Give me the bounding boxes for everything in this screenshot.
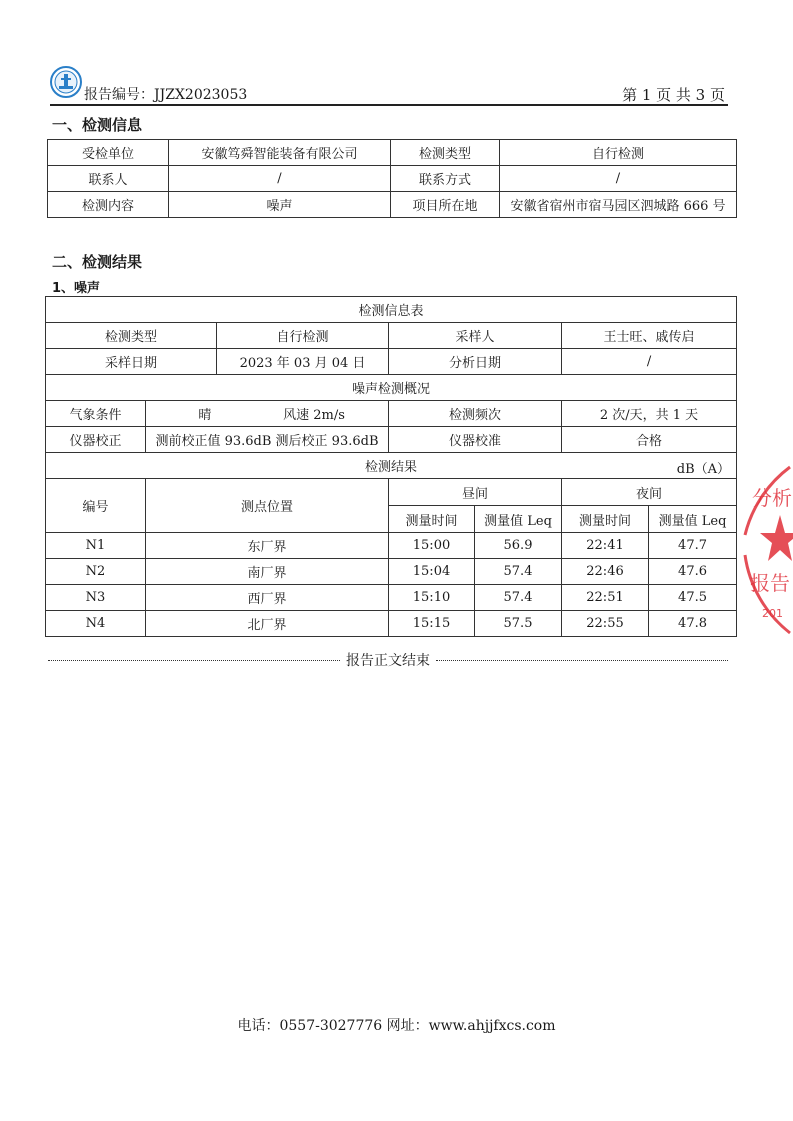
inspection-info-table [47,139,737,218]
table-cell: 检测内容 [48,192,169,218]
table-cell: 15:15 [389,611,475,637]
table-cell: 15:04 [389,559,475,585]
table-cell: 47.6 [649,559,737,585]
table-row [46,427,737,453]
table-cell: 东厂界 [146,533,389,559]
table-cell: 57.4 [475,585,562,611]
column-header: 测量时间 [389,506,475,533]
table-cell: 47.7 [649,533,737,559]
table-cell: 47.5 [649,585,737,611]
table-cell: 22:55 [562,611,649,637]
table-row [46,585,737,611]
table-cell: 联系方式 [391,166,500,192]
table-row [46,611,737,637]
table-cell: 测前校正值 93.6dB 测后校正 93.6dB [146,427,389,453]
table-row [46,401,737,427]
table-cell: 22:51 [562,585,649,611]
table-row [46,559,737,585]
column-header: 测量值 Leq [475,506,562,533]
table-row [48,192,737,218]
table-cell: N2 [46,559,146,585]
table-row [46,297,737,323]
column-header: 编号 [46,479,146,533]
table-cell: 15:10 [389,585,475,611]
table-cell: 采样人 [389,323,562,349]
table-cell: 受检单位 [48,140,169,166]
column-header: 测点位置 [146,479,389,533]
table-cell: 项目所在地 [391,192,500,218]
header-rule [50,104,728,106]
table-cell: 检测类型 [46,323,217,349]
table-cell: 自行检测 [217,323,389,349]
section-title-results: 二、检测结果 [52,253,143,271]
table-title: 检测信息表 [46,297,737,323]
table-cell: 57.4 [475,559,562,585]
weather-cell [146,401,389,427]
table-cell: 自行检测 [500,140,737,166]
table-cell: 安徽笃舜智能装备有限公司 [169,140,391,166]
unit-label: dB（A） [676,462,731,477]
noise-results-table [45,296,737,637]
table-row [48,166,737,192]
table-cell: 47.8 [649,611,737,637]
footer-contact: 电话：0557-3027776 网址：www.ahjjfxcs.com [237,1018,556,1034]
table-cell: N3 [46,585,146,611]
subsection-title-noise: 1、噪声 [52,281,101,296]
table-cell: 分析日期 [389,349,562,375]
table-row [46,323,737,349]
table-cell: 22:41 [562,533,649,559]
table-cell: / [169,166,391,192]
section-title-info: 一、检测信息 [52,116,143,134]
overview-title: 噪声检测概况 [46,375,737,401]
wind-speed: 风速 2m/s [283,408,345,423]
table-row [46,349,737,375]
table-cell: / [500,166,737,192]
column-header: 昼间 [389,479,562,506]
table-row [46,375,737,401]
table-cell: 2 次/天，共 1 天 [562,401,737,427]
table-cell: 北厂界 [146,611,389,637]
svg-text:分析: 分析 [752,486,792,510]
table-cell: 57.5 [475,611,562,637]
table-cell: 仪器校准 [389,427,562,453]
report-number: 报告编号：JJZX2023053 [84,87,248,103]
table-cell: 2023 年 03 月 04 日 [217,349,389,375]
end-of-report-label: 报告正文结束 [346,653,430,669]
table-cell: 仪器校正 [46,427,146,453]
weather-condition: 晴 [198,408,212,423]
column-header: 测量值 Leq [649,506,737,533]
results-title-cell [46,453,737,479]
table-cell: 西厂界 [146,585,389,611]
table-cell: 56.9 [475,533,562,559]
red-seal-stamp [740,465,793,635]
table-row [46,453,737,479]
table-cell: 采样日期 [46,349,217,375]
table-cell: 合格 [562,427,737,453]
column-header: 测量时间 [562,506,649,533]
table-cell: 气象条件 [46,401,146,427]
svg-text:201: 201 [762,607,783,620]
table-row [46,533,737,559]
table-row [46,479,737,506]
company-logo [50,66,82,98]
table-cell: 检测类型 [391,140,500,166]
column-header: 夜间 [562,479,737,506]
table-cell: 噪声 [169,192,391,218]
table-cell: 王士旺、戚传启 [562,323,737,349]
table-cell: N4 [46,611,146,637]
table-cell: 15:00 [389,533,475,559]
table-row [48,140,737,166]
page-info: 第 1 页 共 3 页 [622,86,725,104]
table-cell: 联系人 [48,166,169,192]
table-cell: 22:46 [562,559,649,585]
end-of-report [48,650,728,670]
table-cell: N1 [46,533,146,559]
table-cell: 检测频次 [389,401,562,427]
svg-text:报告: 报告 [750,571,790,595]
table-cell: 南厂界 [146,559,389,585]
results-title: 检测结果 [365,460,418,475]
table-cell: 安徽省宿州市宿马园区泗城路 666 号 [500,192,737,218]
table-cell: / [562,349,737,375]
dotted-rule-right [436,660,728,661]
